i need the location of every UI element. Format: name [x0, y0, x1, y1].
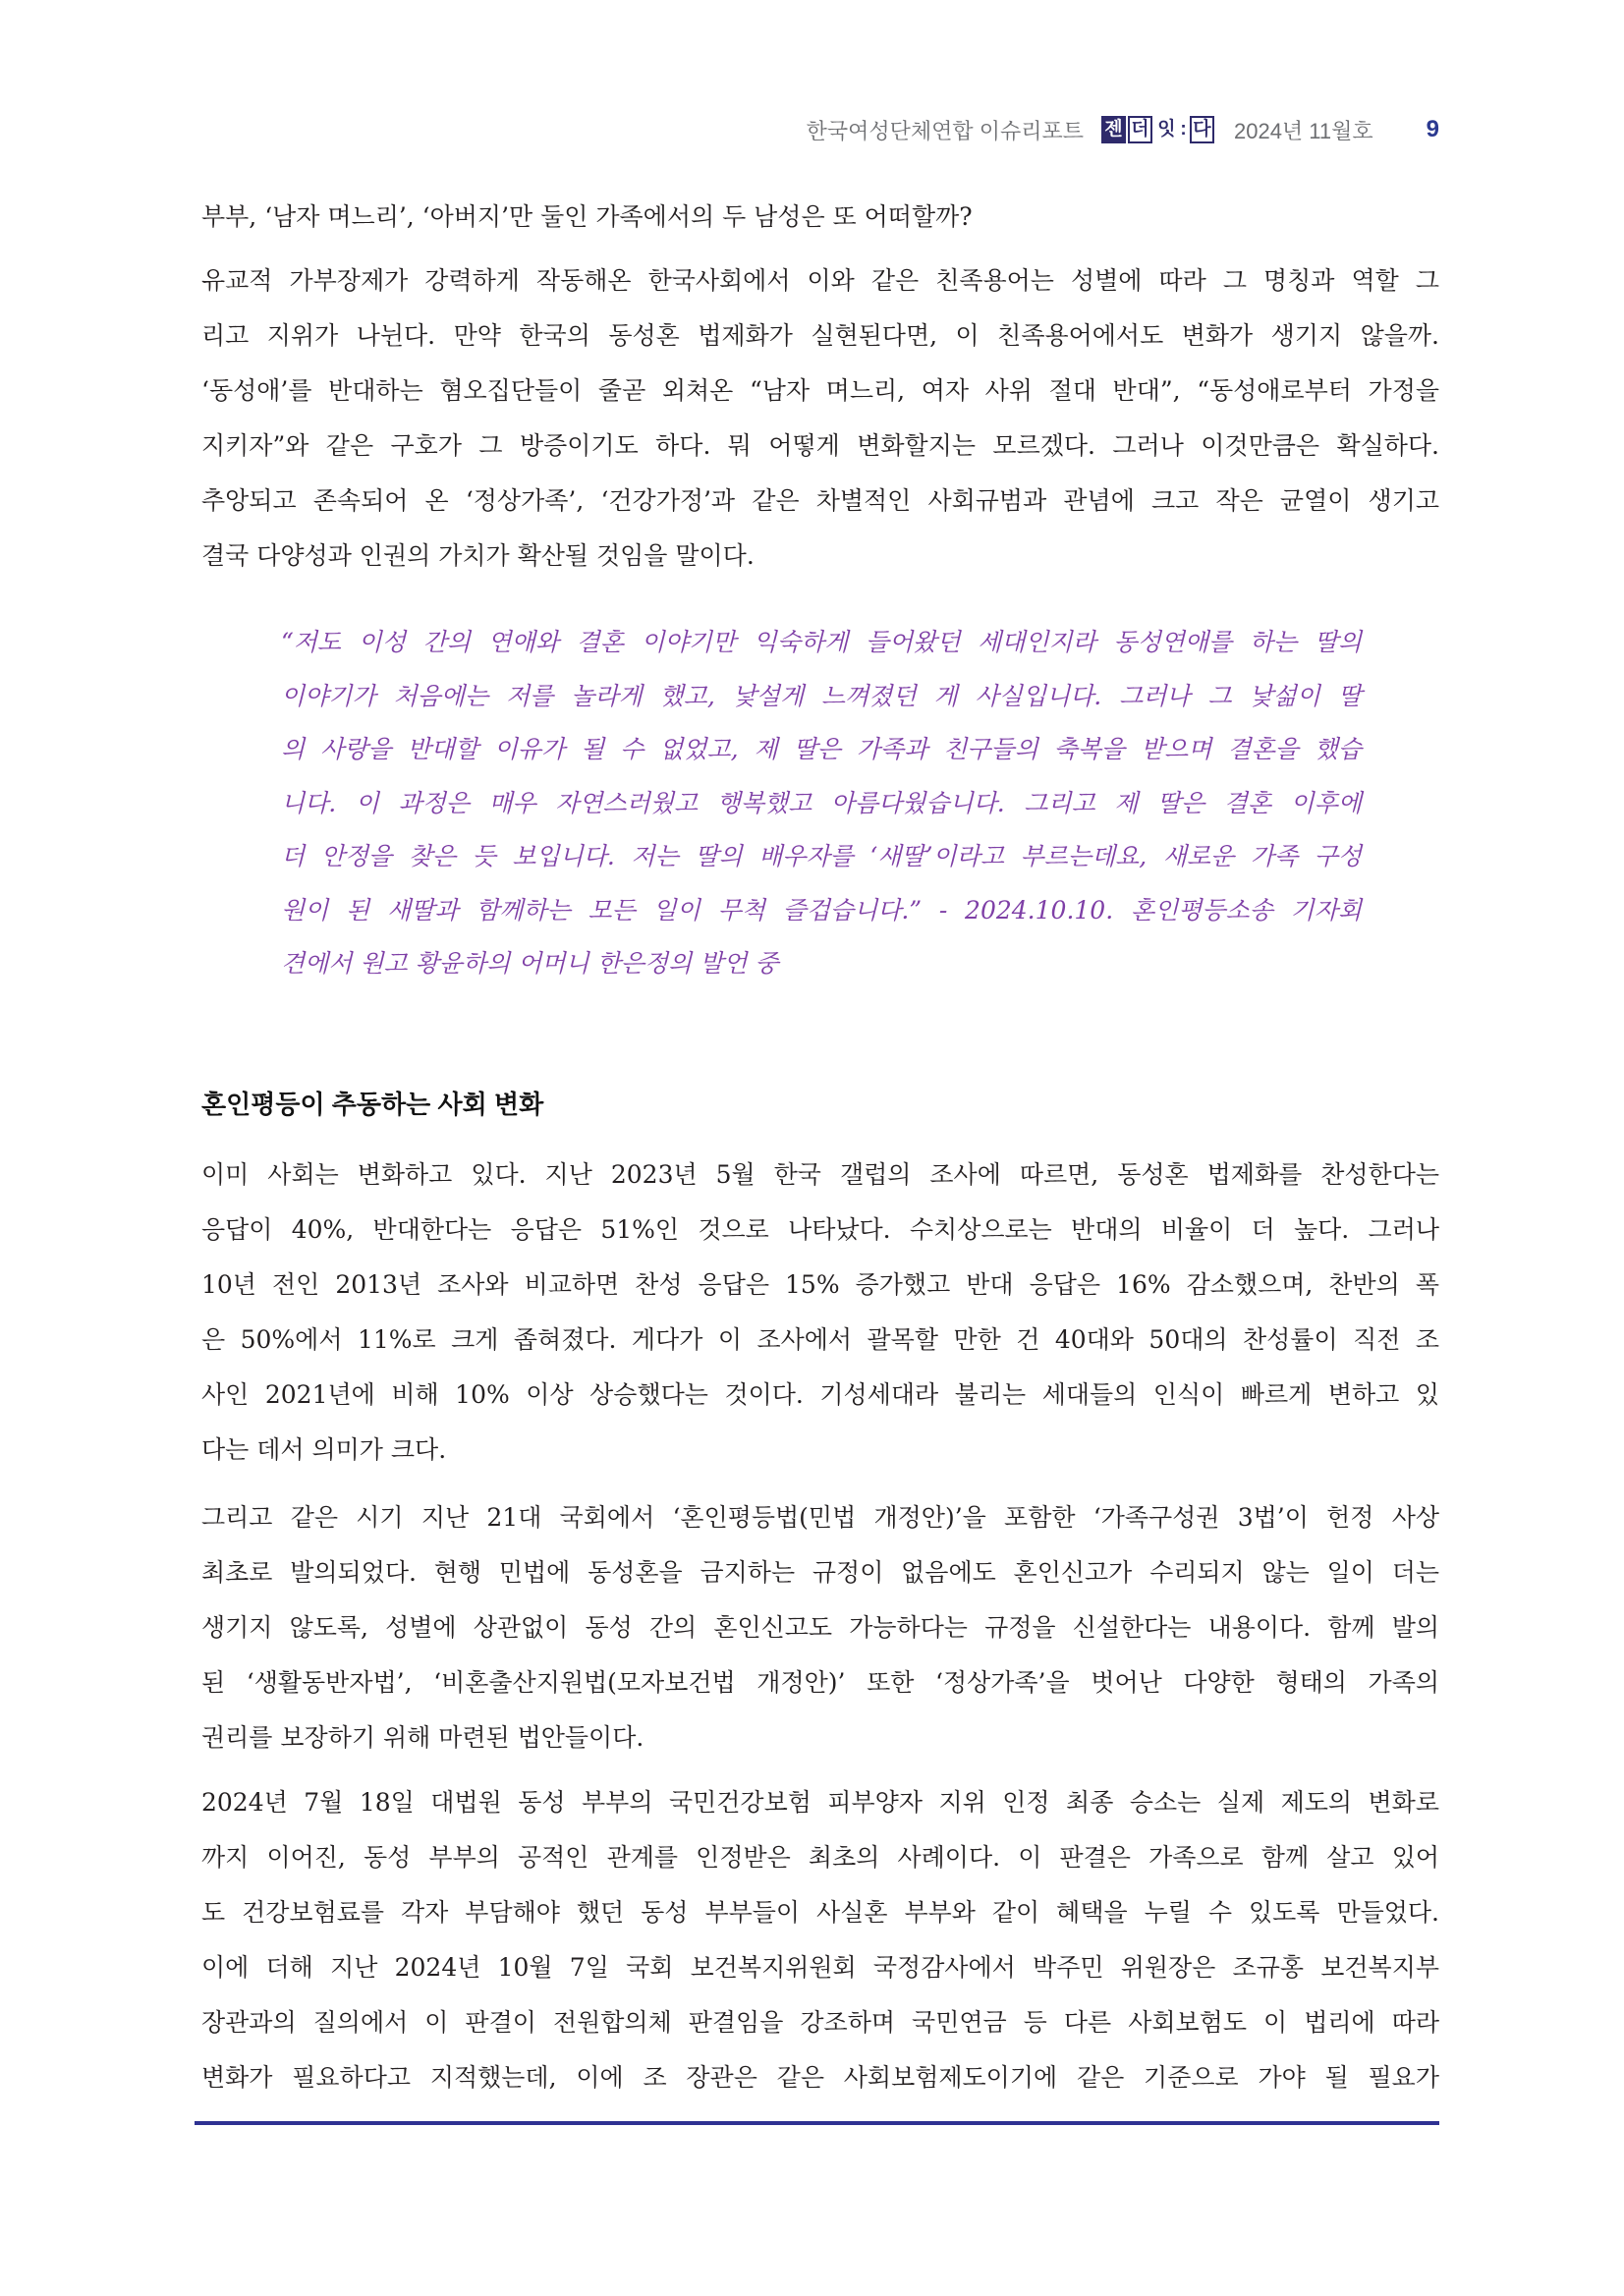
body-line: 유교적 가부장제가 강력하게 작동해온 한국사회에서 이와 같은 친족용어는 성별에 따라 그 명칭과 역할 그	[201, 266, 1439, 295]
body-line: 그리고 같은 시기 지난 21대 국회에서 ‘혼인평등법(민법 개정안)’을 포함한 ‘가족구성권 3법’이 헌정 사상	[201, 1502, 1439, 1532]
body-line: 지키자”와 같은 구호가 그 방증이기도 하다. 뭐 어떻게 변화할지는 모르겠다. 그러나 이것만큼은 확실하다.	[201, 431, 1439, 460]
paragraph-supreme-court-ruling	[201, 1775, 1439, 2105]
body-line: 변화가 필요하다고 지적했는데, 이에 조 장관은 같은 사회보험제도이기에 같은 기준으로 가야 될 필요가	[201, 2062, 1439, 2092]
quote-line: 견에서 원고 황윤하의 어머니 한은정의 발언 중	[281, 949, 779, 978]
body-line: 이미 사회는 변화하고 있다. 지난 2023년 5월 한국 갤럽의 조사에 따르면, 동성혼 법제화를 찬성한다는	[201, 1159, 1439, 1189]
body-line: 권리를 보장하기 위해 마련된 법안들이다.	[201, 1722, 644, 1752]
body-line: 리고 지위가 나뉜다. 만약 한국의 동성혼 법제화가 실현된다면, 이 친족용어에서도 변화가 생기지 않을까.	[201, 321, 1439, 350]
section-heading: 혼인평등이 추동하는 사회 변화	[201, 1089, 544, 1119]
body-line: 장관과의 질의에서 이 판결이 전원합의체 판결임을 강조하며 국민연금 등 다른 사회보험도 이 법리에 따라	[201, 2007, 1439, 2037]
footer-divider	[195, 2121, 1439, 2125]
logo-colon: :	[1180, 119, 1187, 140]
quote-line: 의 사랑을 반대할 이유가 될 수 없었고, 제 딸은 가족과 친구들의 축복을 받으며 결혼을 했습	[281, 735, 1362, 763]
body-line: 까지 이어진, 동성 부부의 공적인 관계를 인정받은 최초의 사례이다. 이 판결은 가족으로 함께 살고 있어	[201, 1842, 1439, 1872]
logo-char: 다	[1190, 116, 1214, 143]
issue-label: 2024년 11월호	[1233, 118, 1373, 143]
page-number: 9	[1426, 116, 1439, 142]
quote-line: 이야기가 처음에는 저를 놀라게 했고, 낯설게 느껴졌던 게 사실입니다. 그러나 그 낯섦이 딸	[281, 681, 1362, 710]
body-line: 도 건강보험료를 각자 부담해야 했던 동성 부부들이 사실혼 부부와 같이 혜택을 누릴 수 있도록 만들었다.	[201, 1897, 1439, 1927]
body-line: 생기지 않도록, 성별에 상관없이 동성 간의 혼인신고도 가능하다는 규정을 신설한다는 내용이다. 함께 발의	[201, 1612, 1439, 1642]
body-line: 된 ‘생활동반자법’, ‘비혼출산지원법(모자보건법 개정안)’ 또한 ‘정상가족’을 벗어난 다양한 형태의 가족의	[201, 1667, 1439, 1697]
running-header	[807, 112, 1439, 147]
body-line: ‘동성애’를 반대하는 혐오집단들이 줄곧 외쳐온 “남자 며느리, 여자 사위 절대 반대”, “동성애로부터 가정을	[201, 376, 1439, 405]
paragraph-family-bills	[201, 1490, 1439, 1765]
quote-line: 더 안정을 찾은 듯 보입니다. 저는 딸의 배우자를 ‘새딸’이라고 부르는데요, 새로운 가족 구성	[281, 842, 1362, 870]
quote-line: 원이 된 새딸과 함께하는 모든 일이 무척 즐겁습니다.” - 2024.10.10. 혼인평등소송 기자회	[281, 895, 1362, 924]
logo-char: 젠	[1101, 116, 1126, 143]
body-line: 최초로 발의되었다. 현행 민법에 동성혼을 금지하는 규정이 없음에도 혼인신고가 수리되지 않는 일이 더는	[201, 1557, 1439, 1587]
body-line: 추앙되고 존속되어 온 ‘정상가족’, ‘건강가정’과 같은 차별적인 사회규범과 관념에 크고 작은 균열이 생기고	[201, 486, 1439, 515]
body-line: 이에 더해 지난 2024년 10월 7일 국회 보건복지위원회 국정감사에서 박주민 위원장은 조규홍 보건복지부	[201, 1952, 1439, 1982]
quote-line: 니다. 이 과정은 매우 자연스러웠고 행복했고 아름다웠습니다. 그리고 제 딸은 결혼 이후에	[281, 788, 1362, 817]
quotation-block	[281, 616, 1362, 991]
quote-line: “저도 이성 간의 연애와 결혼 이야기만 익숙하게 들어왔던 세대인지라 동성연애를 하는 딸의	[281, 628, 1362, 656]
body-line: 응답이 40%, 반대한다는 응답은 51%인 것으로 나타났다. 수치상으로는 반대의 비율이 더 높다. 그러나	[201, 1214, 1439, 1244]
publisher-title: 한국여성단체연합 이슈리포트	[806, 118, 1084, 143]
body-line: 결국 다양성과 인권의 가치가 확산될 것임을 말이다.	[201, 541, 755, 570]
body-line: 은 50%에서 11%로 크게 좁혀졌다. 게다가 이 조사에서 괄목할 만한 건 40대와 50대의 찬성률이 직전 조	[201, 1324, 1439, 1354]
intro-paragraph	[201, 190, 1439, 245]
body-line: 다는 데서 의미가 크다.	[201, 1434, 447, 1464]
paragraph-kinship-terms	[201, 253, 1439, 584]
gender-it-da-logo	[1101, 116, 1214, 143]
logo-char: 더	[1128, 116, 1152, 143]
body-line: 2024년 7월 18일 대법원 동성 부부의 국민건강보험 피부양자 지위 인정 최종 승소는 실제 제도의 변화로	[201, 1787, 1439, 1817]
body-line: 10년 전인 2013년 조사와 비교하면 찬성 응답은 15% 증가했고 반대 응답은 16% 감소했으며, 찬반의 폭	[201, 1269, 1439, 1299]
body-line: 사인 2021년에 비해 10% 이상 상승했다는 것이다. 기성세대라 불리는 세대들의 인식이 빠르게 변하고 있	[201, 1379, 1439, 1409]
logo-char: 잇	[1157, 119, 1176, 140]
paragraph-gallup-survey	[201, 1148, 1439, 1478]
article-body	[201, 190, 1439, 2105]
body-line: 부부, ‘남자 며느리’, ‘아버지’만 둘인 가족에서의 두 남성은 또 어떠할까?	[201, 202, 973, 231]
